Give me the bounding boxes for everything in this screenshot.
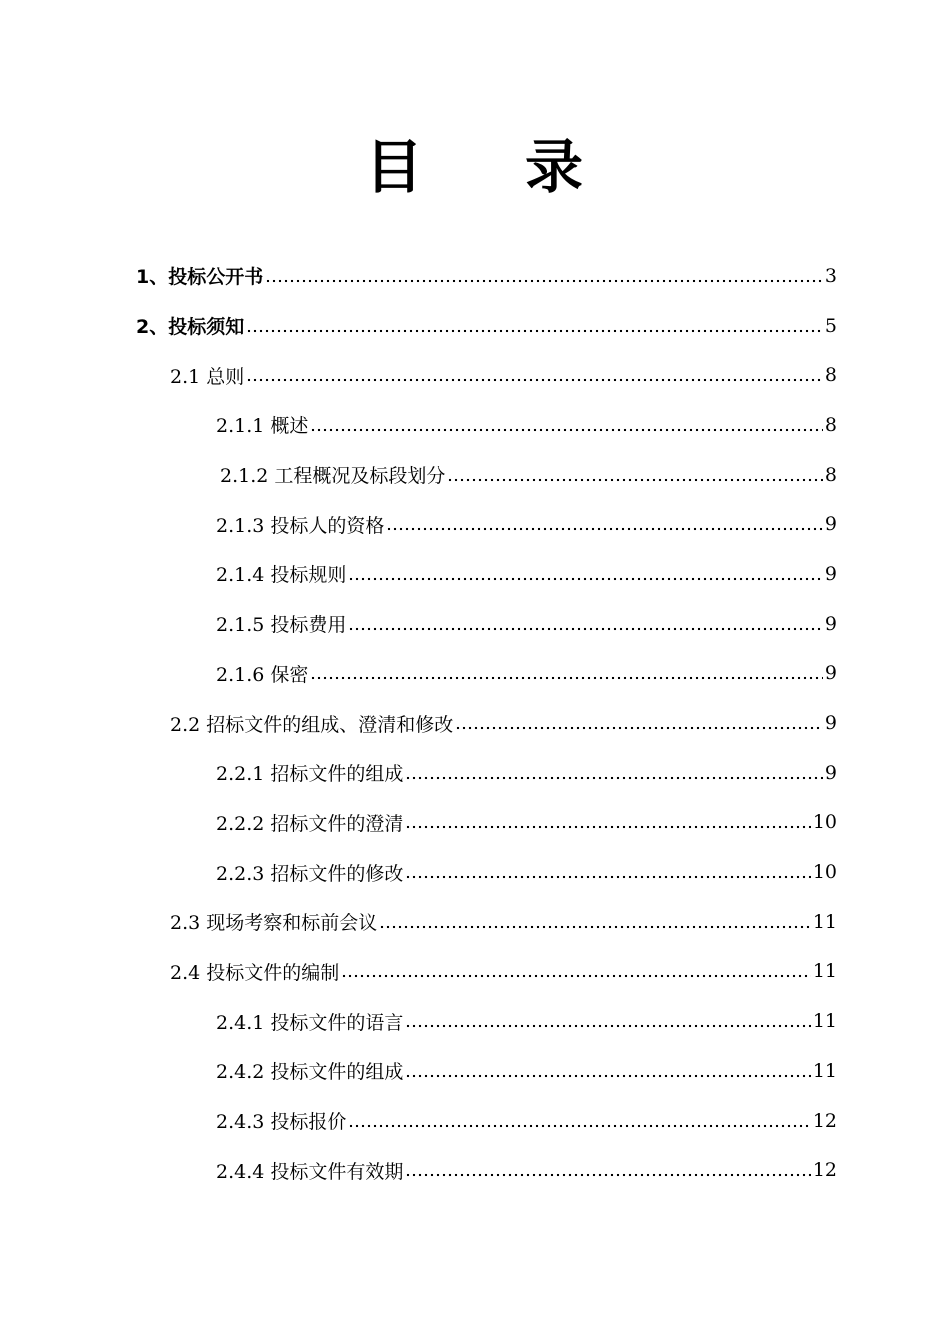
toc-dot-leader bbox=[246, 329, 823, 333]
toc-page-number: 10 bbox=[812, 811, 837, 834]
toc-dot-leader bbox=[265, 279, 823, 283]
toc-entry-label: 2.1 总则 bbox=[170, 365, 245, 388]
toc-entry[interactable] bbox=[0, 698, 950, 748]
toc-dot-leader bbox=[455, 726, 823, 730]
toc-entry[interactable] bbox=[0, 599, 950, 649]
page-title bbox=[0, 132, 950, 202]
toc-dot-leader bbox=[405, 1074, 810, 1078]
toc-entry[interactable] bbox=[0, 301, 950, 351]
toc-entry[interactable] bbox=[0, 798, 950, 848]
toc-entry-label: 2.1.3 投标人的资格 bbox=[216, 514, 385, 537]
toc-page-number: 8 bbox=[824, 413, 837, 436]
toc-entry-label: 2.2.2 招标文件的澄清 bbox=[216, 812, 404, 835]
toc-dot-leader bbox=[405, 875, 810, 879]
toc-page-number: 11 bbox=[812, 1010, 837, 1033]
toc-entry[interactable] bbox=[0, 1145, 950, 1195]
table-of-contents bbox=[0, 251, 950, 1195]
toc-page-number: 8 bbox=[824, 463, 837, 486]
toc-page-number: 9 bbox=[824, 761, 837, 784]
toc-dot-leader bbox=[405, 1173, 810, 1177]
toc-entry[interactable] bbox=[0, 847, 950, 897]
toc-page-number: 10 bbox=[812, 861, 837, 884]
toc-dot-leader bbox=[348, 577, 823, 581]
toc-dot-leader bbox=[386, 527, 823, 531]
toc-entry[interactable] bbox=[0, 649, 950, 699]
toc-page-number: 12 bbox=[812, 1109, 837, 1132]
toc-dot-leader bbox=[447, 478, 823, 482]
toc-dot-leader bbox=[348, 627, 823, 631]
toc-dot-leader bbox=[310, 676, 823, 680]
toc-page-number: 9 bbox=[824, 662, 837, 685]
toc-entry[interactable] bbox=[0, 350, 950, 400]
toc-entry-label: 2.4 投标文件的编制 bbox=[170, 961, 340, 984]
toc-entry-label: 2、投标须知 bbox=[136, 316, 245, 339]
toc-entry-label: 2.1.5 投标费用 bbox=[216, 614, 347, 637]
toc-entry[interactable] bbox=[0, 748, 950, 798]
toc-entry-label: 2.1.1 概述 bbox=[216, 415, 309, 438]
toc-entry[interactable] bbox=[0, 549, 950, 599]
toc-entry-label: 2.4.4 投标文件有效期 bbox=[216, 1160, 404, 1183]
toc-entry-label: 2.3 现场考察和标前会议 bbox=[170, 912, 378, 935]
title-char-1: 目 bbox=[364, 133, 425, 201]
toc-entry[interactable] bbox=[0, 947, 950, 997]
toc-entry[interactable] bbox=[0, 897, 950, 947]
toc-entry[interactable] bbox=[0, 400, 950, 450]
toc-dot-leader bbox=[341, 974, 811, 978]
toc-entry-label: 2.1.4 投标规则 bbox=[216, 564, 347, 587]
toc-dot-leader bbox=[379, 925, 811, 929]
toc-page-number: 9 bbox=[824, 612, 837, 635]
toc-page-number: 8 bbox=[824, 364, 837, 387]
toc-entry-label: 2.2.1 招标文件的组成 bbox=[216, 763, 404, 786]
toc-entry[interactable] bbox=[0, 1096, 950, 1146]
toc-page-number: 12 bbox=[812, 1159, 837, 1182]
toc-entry-label: 2.4.1 投标文件的语言 bbox=[216, 1011, 404, 1034]
toc-entry[interactable] bbox=[0, 499, 950, 549]
toc-dot-leader bbox=[405, 1024, 810, 1028]
toc-page-number: 11 bbox=[812, 910, 837, 933]
toc-page-number: 5 bbox=[824, 314, 837, 337]
toc-entry[interactable] bbox=[0, 1046, 950, 1096]
toc-dot-leader bbox=[246, 378, 823, 382]
toc-page-number: 11 bbox=[812, 1059, 837, 1082]
toc-page-number: 9 bbox=[824, 562, 837, 585]
toc-entry[interactable] bbox=[0, 996, 950, 1046]
toc-entry-label: 1、投标公开书 bbox=[136, 266, 264, 289]
toc-entry-label: 2.4.3 投标报价 bbox=[216, 1111, 347, 1134]
toc-dot-leader bbox=[405, 825, 810, 829]
toc-entry-label: 2.2 招标文件的组成、澄清和修改 bbox=[170, 713, 454, 736]
toc-entry-label: 2.2.3 招标文件的修改 bbox=[216, 862, 404, 885]
toc-entry[interactable] bbox=[0, 251, 950, 301]
toc-dot-leader bbox=[310, 428, 823, 432]
toc-entry-label: 2.1.6 保密 bbox=[216, 663, 309, 686]
toc-entry-label: 2.1.2 工程概况及标段划分 bbox=[220, 465, 446, 488]
toc-dot-leader bbox=[405, 776, 823, 780]
toc-dot-leader bbox=[348, 1124, 810, 1128]
toc-page-number: 11 bbox=[812, 960, 837, 983]
toc-entry[interactable] bbox=[0, 450, 950, 500]
title-char-2: 录 bbox=[525, 133, 586, 201]
toc-page-number: 9 bbox=[824, 712, 837, 735]
toc-page-number: 3 bbox=[824, 264, 837, 287]
toc-page-number: 9 bbox=[824, 513, 837, 536]
toc-entry-label: 2.4.2 投标文件的组成 bbox=[216, 1061, 404, 1084]
